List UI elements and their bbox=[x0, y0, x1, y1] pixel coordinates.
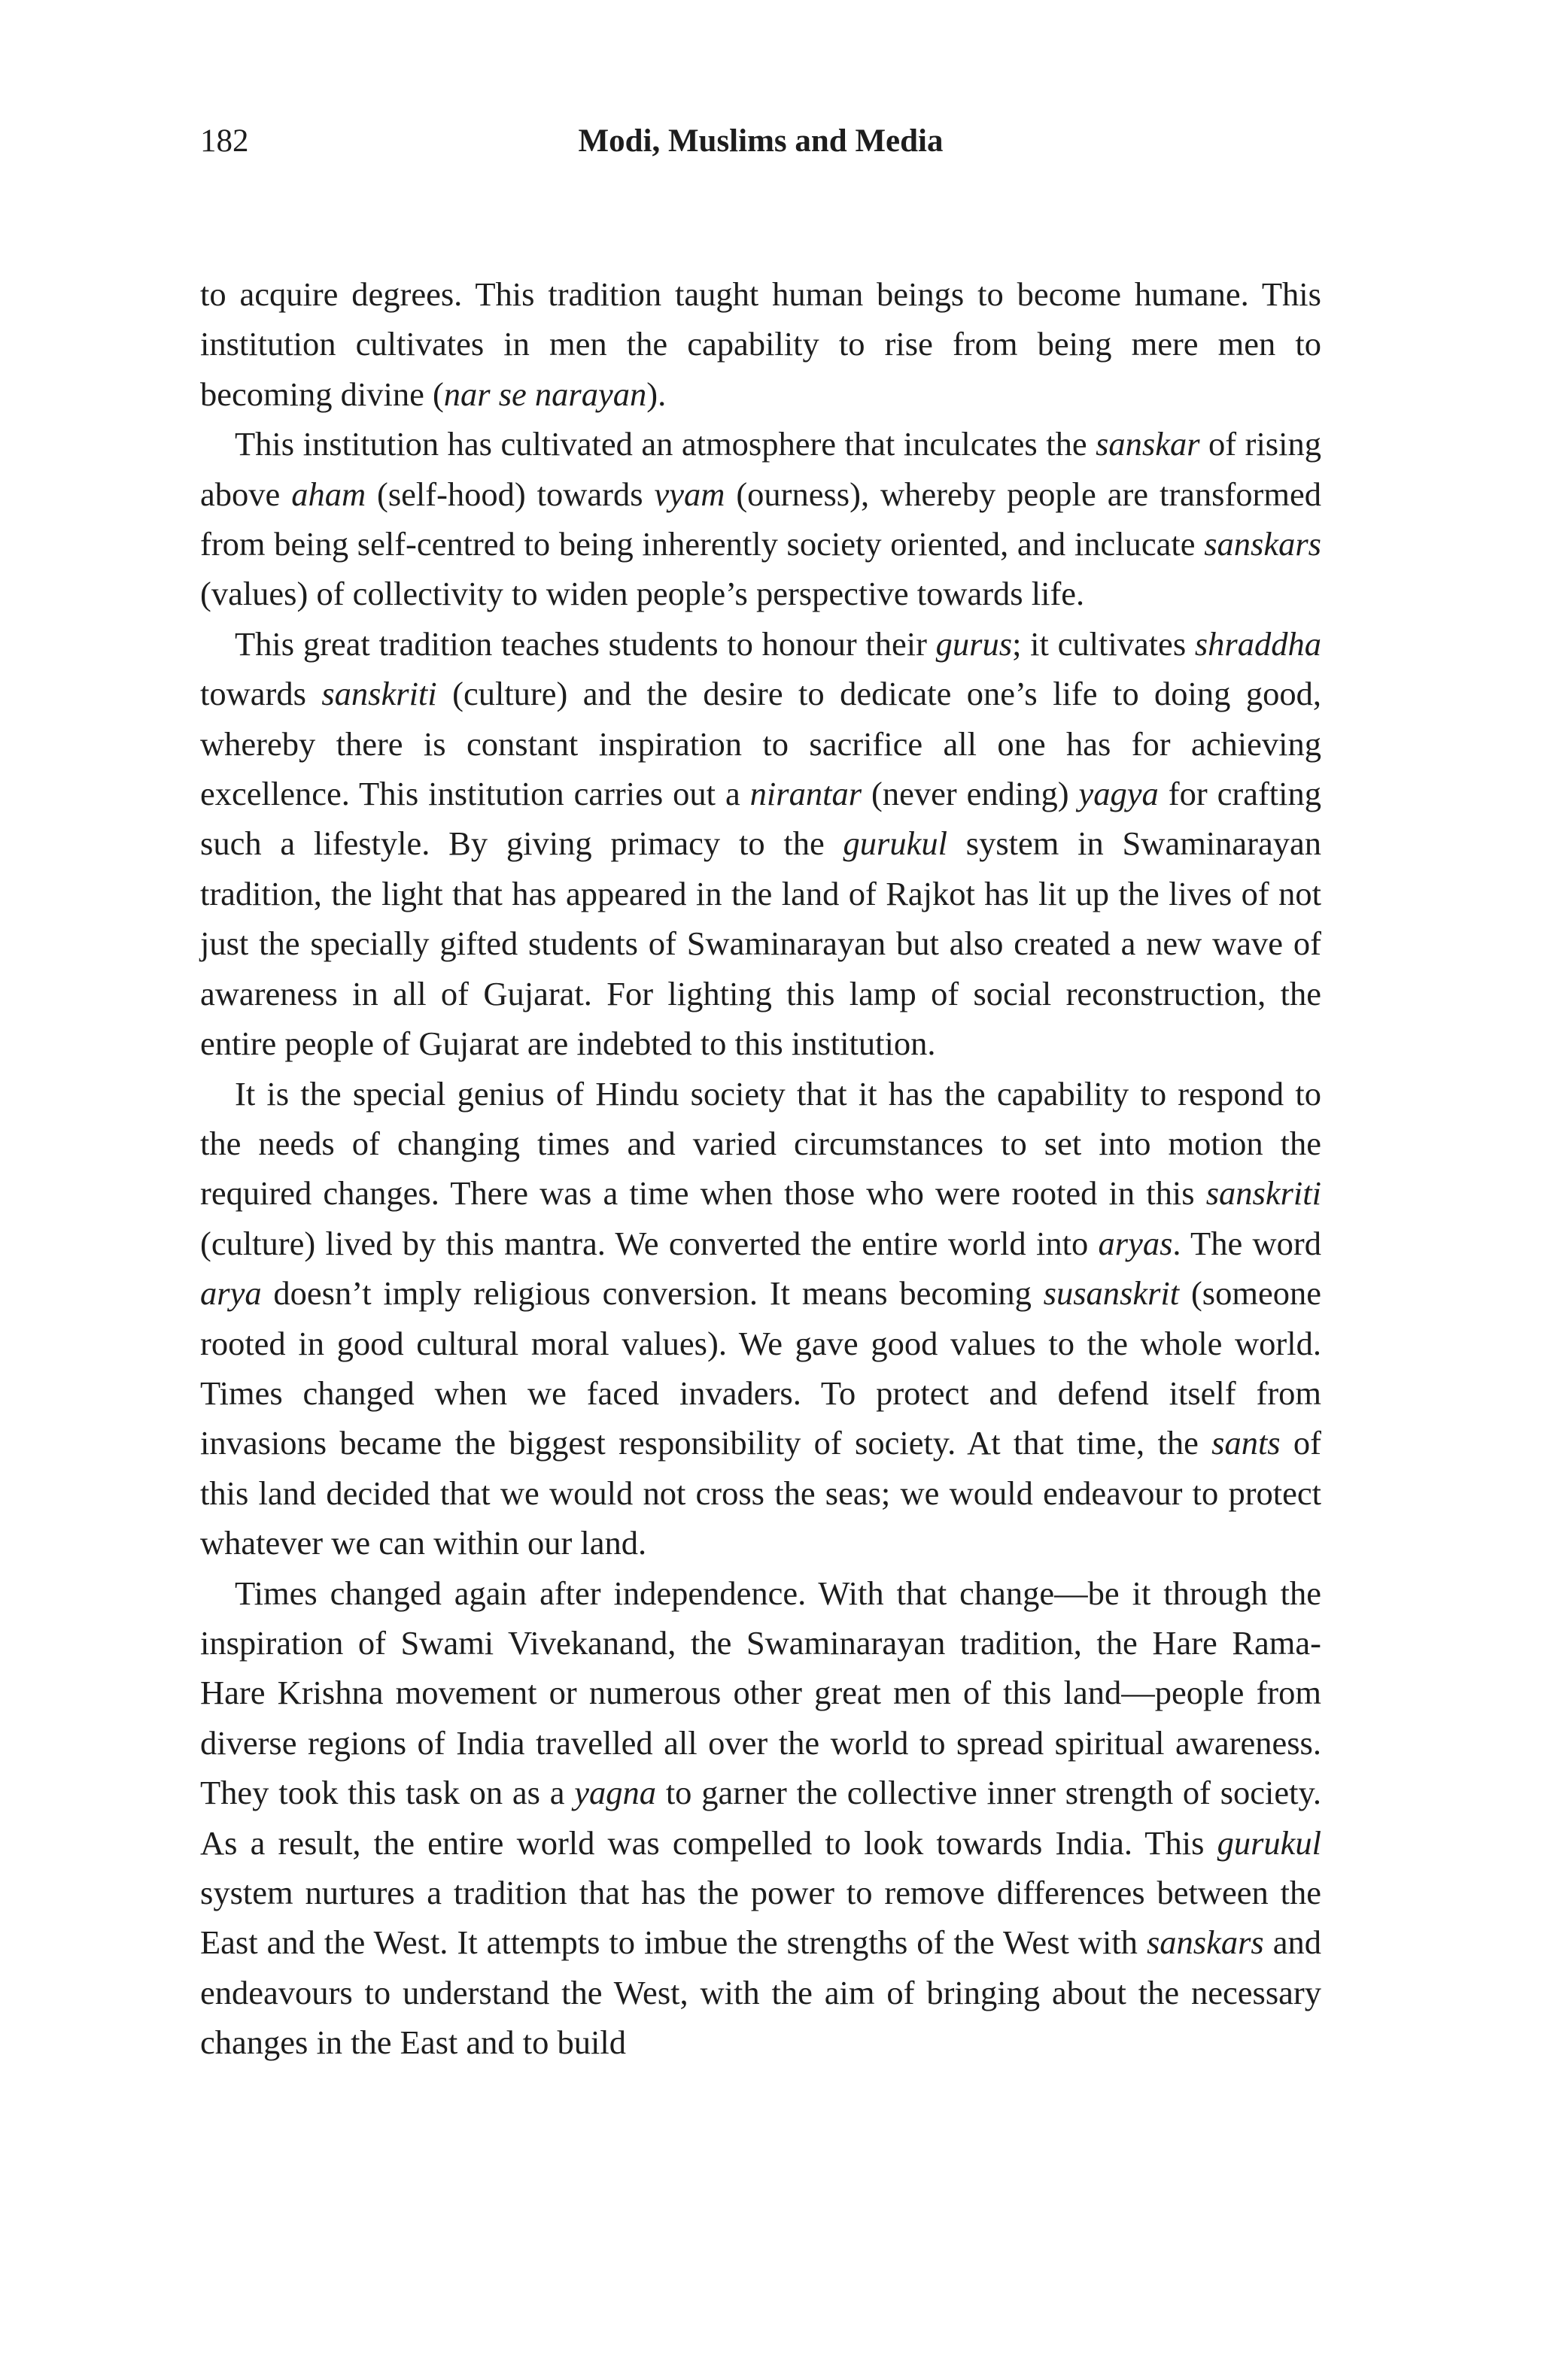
text-segment: for crafting such a lifestyle. By giving primacy to the bbox=[200, 775, 1321, 863]
text-segment: ; it cultivates bbox=[1012, 624, 1195, 663]
text-segment: (culture) lived by this mantra. We converted the entire world into bbox=[200, 1224, 1099, 1262]
text-segment: It is the special genius of Hindu society that it has the capability to respond to the needs of changing times and varied circumstances to set into motion the required changes. There was a time when those who were rooted in this bbox=[200, 1074, 1321, 1213]
italic-term: aham bbox=[291, 475, 366, 513]
paragraph bbox=[200, 1069, 1321, 1568]
text-segment: and endeavours to understand the West, with the aim of bringing about the necessary changes in the East and to build bbox=[200, 1923, 1321, 2062]
text-segment: system in Swaminarayan tradition, the light that has appeared in the land of Rajkot has lit up the lives of not just the specially gifted students of Swaminarayan but also created a new wave of awareness in all of Gujarat. For lighting this lamp of social reconstruction, the entire people of Gujarat are indebted to this institution. bbox=[200, 824, 1321, 1063]
italic-term: sanskar bbox=[1096, 425, 1200, 463]
italic-term: nar se narayan bbox=[443, 375, 647, 413]
italic-term: gurukul bbox=[843, 824, 947, 863]
italic-term: susanskrit bbox=[1043, 1274, 1180, 1313]
italic-term: sanskars bbox=[1204, 525, 1321, 563]
body-text bbox=[200, 269, 1321, 2068]
running-head bbox=[200, 119, 1321, 164]
text-segment: of this land decided that we would not cross the seas; we would endeavour to protect whatever we can within our land. bbox=[200, 1424, 1321, 1562]
italic-term: sanskriti bbox=[321, 675, 437, 713]
italic-term: gurus bbox=[935, 624, 1013, 663]
paragraph bbox=[200, 619, 1321, 1069]
text-segment: Times changed again after independence. With that change—be it through the inspiration of Swami Vivekanand, the Swaminarayan tradition, the Hare Rama-Hare Krishna movement or numerous other great men of this land—people from diverse regions of India travelled all over the world to spread spiritual awareness. They took this task on as a bbox=[200, 1574, 1321, 1812]
italic-term: nirantar bbox=[749, 775, 862, 813]
italic-term: aryas bbox=[1098, 1224, 1173, 1262]
italic-term: sanskars bbox=[1146, 1923, 1264, 1962]
italic-term: sants bbox=[1211, 1424, 1281, 1462]
text-segment: (ourness), whereby people are transformed from being self-centred to being inherently society oriented, and inclucate bbox=[200, 475, 1321, 563]
italic-term: gurukul bbox=[1217, 1823, 1321, 1862]
text-segment: of rising above bbox=[200, 425, 1321, 513]
paragraph bbox=[200, 1568, 1321, 2068]
text-segment: . The word bbox=[1172, 1224, 1321, 1262]
italic-term: vyam bbox=[654, 475, 725, 513]
text-segment: (self-hood) towards bbox=[366, 475, 655, 513]
text-segment: (culture) and the desire to dedicate one’s life to doing good, whereby there is constant inspiration to sacrifice all one has for achieving excellence. This institution carries out a bbox=[200, 675, 1322, 813]
text-segment: to garner the collective inner strength of society. As a result, the entire world was compelled to look towards India. This bbox=[200, 1774, 1321, 1862]
paragraph bbox=[200, 269, 1321, 419]
text-segment: to acquire degrees. This tradition taught human beings to become humane. This institution cultivates in men the capability to rise from being mere men to becoming divine ( bbox=[200, 275, 1321, 413]
text-segment: (never ending) bbox=[862, 775, 1079, 813]
page-number: 182 bbox=[200, 123, 249, 159]
text-segment: ). bbox=[646, 375, 667, 413]
text-segment: (values) of collectivity to widen people’s perspective towards life. bbox=[200, 575, 1085, 613]
text-segment: This great tradition teaches students to honour their bbox=[235, 624, 936, 663]
italic-term: sanskriti bbox=[1205, 1174, 1321, 1213]
text-segment: system nurtures a tradition that has the power to remove differences between the East and the West. It attempts to imbue the strengths of the West with bbox=[200, 1874, 1321, 1962]
italic-term: yagya bbox=[1078, 775, 1159, 813]
text-segment: towards bbox=[200, 675, 322, 713]
text-segment: This institution has cultivated an atmosphere that inculcates the bbox=[235, 425, 1096, 463]
italic-term: arya bbox=[200, 1274, 262, 1313]
book-title: Modi, Muslims and Media bbox=[578, 123, 944, 159]
italic-term: shraddha bbox=[1194, 624, 1321, 663]
text-segment: (someone rooted in good cultural moral values). We gave good values to the whole world. Times changed when we faced invaders. To protect and defend itself from invasions became the biggest responsibility of society. At that time, the bbox=[200, 1274, 1321, 1462]
italic-term: yagna bbox=[574, 1774, 657, 1812]
text-segment: doesn’t imply religious conversion. It means becoming bbox=[261, 1274, 1044, 1313]
paragraph bbox=[200, 419, 1321, 619]
